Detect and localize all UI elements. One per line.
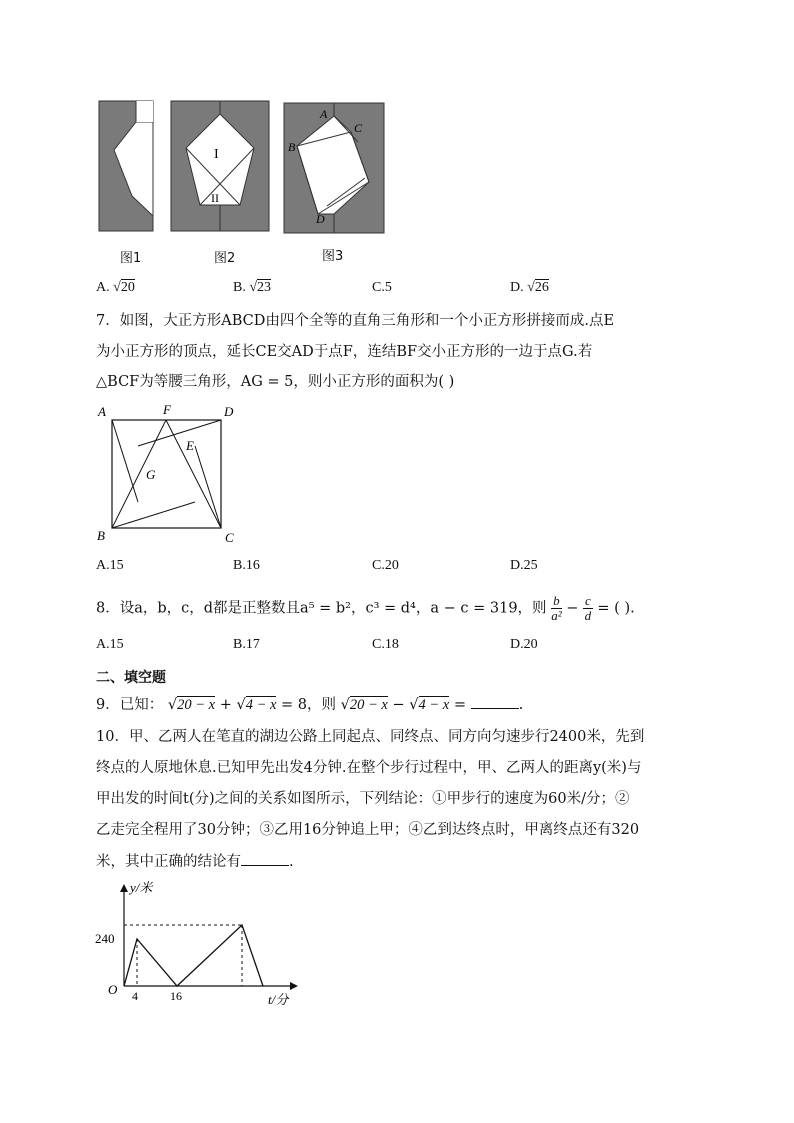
q9-eq-1: = 8，则 — [281, 697, 337, 713]
x-axis-label: t/分 — [268, 992, 289, 1007]
frac-numerator: c — [585, 593, 591, 608]
fig2-label-2: II — [211, 191, 219, 205]
option-prefix: B. — [233, 280, 246, 295]
q9-eq-2: = — [453, 697, 466, 713]
q7-label-D: D — [224, 404, 234, 419]
x-tick-4: 4 — [132, 989, 138, 1003]
radical-sign: √ — [409, 697, 419, 713]
q8-minus: − — [566, 600, 579, 617]
q9-radicand-4: 4 − x — [418, 697, 450, 713]
q8-option-b[interactable]: B.17 — [233, 637, 260, 652]
radical-sign: √ — [167, 697, 178, 713]
q9-answer-blank[interactable] — [471, 694, 519, 709]
section-title: 二、填空题 — [96, 670, 166, 686]
q10-line-5-text: 米，其中正确的结论有 — [96, 854, 241, 870]
figure-2-caption: 图2 — [214, 251, 236, 266]
radical-sign: √ — [236, 697, 246, 713]
fig2-label-1: I — [214, 147, 219, 162]
q6-option-a[interactable] — [96, 280, 135, 296]
fig3-label-A: A — [320, 107, 328, 121]
figure-3-caption: 图3 — [322, 249, 344, 264]
q8-option-d[interactable]: D.20 — [510, 637, 538, 652]
q10-line-4: 乙走完全程用了30分钟；③乙用16分钟追上甲；④乙到达终点时，甲离终点还有320 — [96, 822, 640, 838]
q7-label-F: F — [163, 402, 171, 417]
q8-option-c[interactable]: C.18 — [372, 637, 399, 652]
frac-denominator: a² — [551, 608, 562, 623]
q8-question — [96, 594, 635, 623]
q9-radicand-2: 4 − x — [245, 697, 277, 713]
radical-sign: √ — [249, 280, 258, 295]
q9-radicand-1: 20 − x — [177, 697, 216, 713]
q7-option-a[interactable]: A.15 — [96, 558, 124, 573]
q9-question — [96, 694, 523, 715]
q7-line-1: 7．如图，大正方形ABCD由四个全等的直角三角形和一个小正方形拼接而成.点E — [96, 313, 615, 329]
y-axis-arrow — [120, 884, 128, 892]
x-axis-arrow — [290, 982, 298, 990]
y-axis-label: y/米 — [130, 880, 153, 895]
q7-label-G: G — [146, 467, 156, 482]
q7-label-A: A — [98, 404, 106, 419]
q8-text-1: 8．设a，b，c，d都是正整数且a⁵ = b²，c³ = d⁴，a − c = 319，则 — [96, 600, 547, 617]
frac-numerator: b — [553, 593, 560, 608]
radical-sign: √ — [527, 280, 535, 295]
q7-figure — [94, 400, 244, 548]
q10-line-2: 终点的人原地休息.已知甲先出发4分钟.在整个步行过程中，甲、乙两人的距离y(米)与 — [96, 760, 642, 776]
q10-line-5 — [96, 851, 294, 872]
fig3-label-B: B — [288, 140, 296, 154]
q8-option-a[interactable]: A.15 — [96, 637, 124, 652]
q8-text-2: = ( ). — [597, 600, 635, 617]
q7-option-d[interactable]: D.25 — [510, 558, 538, 573]
q9-plus: + — [219, 697, 232, 713]
q6-option-b[interactable] — [233, 280, 271, 296]
q10-answer-blank[interactable] — [241, 851, 289, 866]
y-tick-240: 240 — [95, 931, 115, 946]
fig3-label-D: D — [316, 212, 325, 226]
q9-end: . — [518, 697, 524, 713]
q8-fraction-1 — [551, 594, 562, 623]
figure-1 — [98, 100, 154, 232]
radicand: 23 — [257, 280, 272, 295]
option-prefix: A. — [96, 280, 110, 295]
q7-label-C: C — [225, 530, 234, 545]
q9-radicand-3: 20 − x — [349, 697, 388, 713]
figure-3 — [283, 102, 385, 234]
option-prefix: D. — [510, 280, 524, 295]
radical-sign: √ — [340, 697, 350, 713]
fig3-label-C: C — [354, 121, 363, 135]
x-tick-16: 16 — [170, 989, 182, 1003]
figure-2 — [170, 100, 270, 232]
q9-minus: − — [392, 697, 405, 713]
q9-prefix: 9．已知： — [96, 697, 164, 713]
q7-option-b[interactable]: B.16 — [233, 558, 260, 573]
radicand: 26 — [534, 280, 549, 295]
q8-fraction-2 — [583, 594, 593, 623]
radicand: 20 — [120, 280, 135, 295]
q6-option-d[interactable] — [510, 280, 549, 296]
q7-line-3: △BCF为等腰三角形，AG = 5，则小正方形的面积为( ) — [96, 374, 455, 390]
q10-line-5-end: . — [289, 854, 294, 870]
q10-line-3: 甲出发的时间t(分)之间的关系如图所示，下列结论：①甲步行的速度为60米/分；② — [96, 791, 630, 807]
q7-label-B: B — [97, 528, 105, 543]
q10-line-1: 10．甲、乙两人在笔直的湖边公路上同起点、同终点、同方向匀速步行2400米，先到 — [96, 729, 645, 745]
figure-1-caption: 图1 — [120, 251, 142, 266]
q7-line-2: 为小正方形的顶点，延长CE交AD于点F，连结BF交小正方形的一边于点G.若 — [96, 344, 593, 360]
origin-label: O — [108, 982, 118, 997]
frac-denominator: d — [584, 608, 592, 623]
q7-option-c[interactable]: C.20 — [372, 558, 399, 573]
q10-graph — [95, 878, 310, 1008]
q6-option-c[interactable]: C.5 — [372, 280, 392, 295]
radical-sign: √ — [113, 280, 121, 295]
q7-label-E: E — [186, 438, 194, 453]
